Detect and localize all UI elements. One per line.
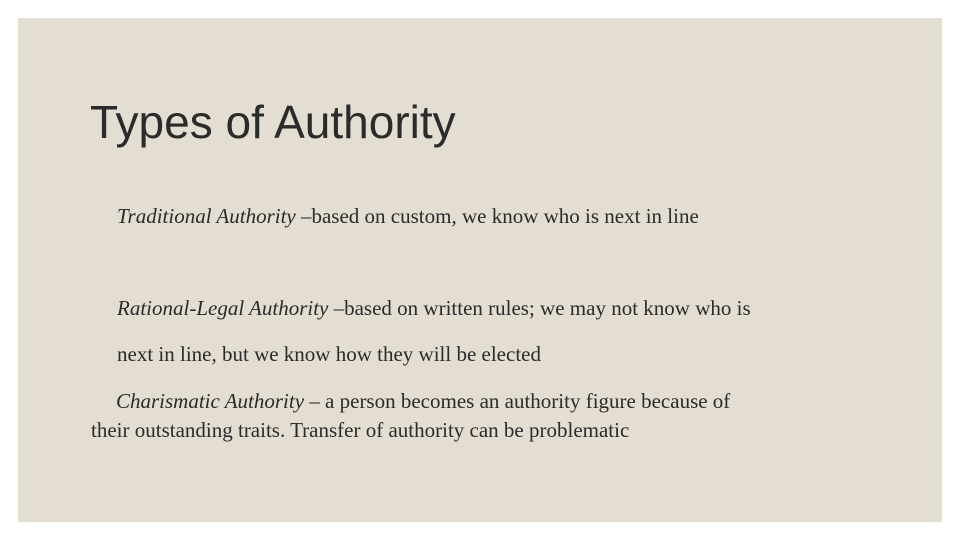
rational-legal-authority-line (117, 295, 751, 321)
traditional-authority-term: Traditional Authority (117, 204, 296, 228)
slide-title: Types of Authority (90, 96, 456, 148)
rational-legal-authority-continuation: next in line, but we know how they will be elected (117, 342, 541, 366)
traditional-authority-description: –based on custom, we know who is next in line (295, 204, 699, 228)
charismatic-authority-line (116, 388, 730, 414)
charismatic-authority-term: Charismatic Authority (116, 389, 305, 413)
rational-legal-authority-term: Rational-Legal Authority (117, 296, 329, 320)
rational-legal-authority-description: –based on written rules; we may not know who is (328, 296, 751, 320)
traditional-authority-line (117, 203, 699, 229)
slide (18, 18, 942, 522)
charismatic-authority-description: – a person becomes an authority figure because of (304, 389, 731, 413)
charismatic-authority-continuation: their outstanding traits. Transfer of authority can be problematic (91, 418, 630, 442)
